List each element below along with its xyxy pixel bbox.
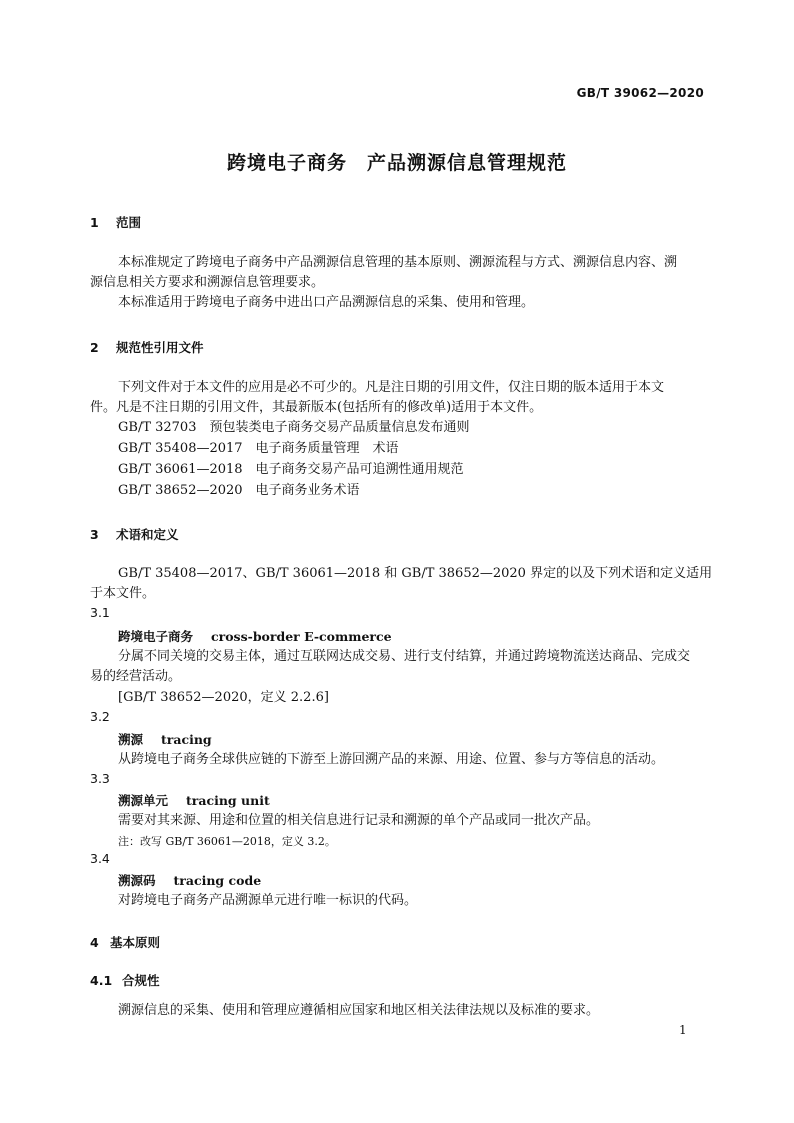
subsection-heading-compliance — [90, 971, 160, 989]
term-en: tracing unit — [186, 793, 270, 808]
reference-item: GB/T 38652—2020 电子商务业务术语 — [118, 483, 360, 498]
term-number: 3.1 — [90, 605, 110, 620]
paragraph: 本标准规定了跨境电子商务中产品溯源信息管理的基本原则、溯源流程与方式、溯源信息内容、溯 — [118, 255, 678, 270]
standard-code: GB/T 39062—2020 — [576, 86, 704, 100]
paragraph: 件。凡是不注日期的引用文件，其最新版本(包括所有的修改单)适用于本文件。 — [90, 400, 543, 415]
section-number: 3 — [90, 527, 99, 542]
paragraph: 本标准适用于跨境电子商务中进出口产品溯源信息的采集、使用和管理。 — [118, 295, 535, 310]
paragraph: GB/T 35408—2017、GB/T 36061—2018 和 GB/T 38652—2020 界定的以及下列术语和定义适用 — [118, 566, 713, 581]
section-number: 4 — [90, 935, 99, 950]
term-definition: 易的经营活动。 — [90, 669, 182, 684]
subsection-number: 4.1 — [90, 973, 113, 988]
term-zh: 溯源码 — [118, 873, 156, 888]
term-number: 3.2 — [90, 709, 110, 724]
section-number: 2 — [90, 340, 99, 355]
term-en: tracing — [161, 732, 212, 747]
term-zh: 跨境电子商务 — [118, 629, 194, 644]
term-entry — [118, 871, 261, 889]
section-heading-normative-references — [90, 338, 204, 356]
page-number: 1 — [679, 1023, 687, 1037]
term-definition: 对跨境电子商务产品溯源单元进行唯一标识的代码。 — [118, 893, 418, 908]
term-entry — [118, 627, 392, 645]
term-zh: 溯源单元 — [118, 793, 169, 808]
section-title: 术语和定义 — [116, 527, 179, 542]
term-definition: 需要对其来源、用途和位置的相关信息进行记录和溯源的单个产品或同一批次产品。 — [118, 813, 600, 828]
section-heading-principles — [90, 933, 160, 951]
term-note: 注：改写 GB/T 36061—2018，定义 3.2。 — [118, 835, 336, 848]
paragraph: 源信息相关方要求和溯源信息管理要求。 — [90, 275, 325, 290]
reference-item: GB/T 36061—2018 电子商务交易产品可追溯性通用规范 — [118, 462, 464, 477]
term-entry — [118, 730, 212, 748]
paragraph: 于本文件。 — [90, 586, 156, 601]
section-title: 基本原则 — [110, 935, 161, 950]
section-number: 1 — [90, 215, 99, 230]
section-title: 范围 — [116, 215, 142, 230]
paragraph: 下列文件对于本文件的应用是必不可少的。凡是注日期的引用文件，仅注日期的版本适用于本文 — [118, 380, 665, 395]
term-en: tracing code — [173, 873, 262, 888]
section-heading-terms — [90, 525, 179, 543]
term-entry — [118, 791, 270, 809]
section-heading-scope — [90, 213, 141, 231]
term-zh: 溯源 — [118, 732, 144, 747]
term-number: 3.3 — [90, 771, 110, 786]
term-definition: 从跨境电子商务全球供应链的下游至上游回溯产品的来源、用途、位置、参与方等信息的活动。 — [118, 752, 665, 767]
term-definition: 分属不同关境的交易主体，通过互联网达成交易、进行支付结算，并通过跨境物流送达商品、完成交 — [118, 649, 691, 664]
reference-item: GB/T 35408—2017 电子商务质量管理 术语 — [118, 441, 399, 456]
term-number: 3.4 — [90, 851, 110, 866]
term-source: [GB/T 38652—2020，定义 2.2.6] — [118, 690, 329, 705]
reference-item: GB/T 32703 预包装类电子商务交易产品质量信息发布通则 — [118, 420, 470, 435]
paragraph: 溯源信息的采集、使用和管理应遵循相应国家和地区相关法律法规以及标准的要求。 — [118, 1003, 600, 1018]
section-title: 规范性引用文件 — [116, 340, 204, 355]
term-en: cross-border E-commerce — [211, 629, 392, 644]
page-title: 跨境电子商务 产品溯源信息管理规范 — [226, 152, 567, 174]
subsection-title: 合规性 — [122, 973, 160, 988]
